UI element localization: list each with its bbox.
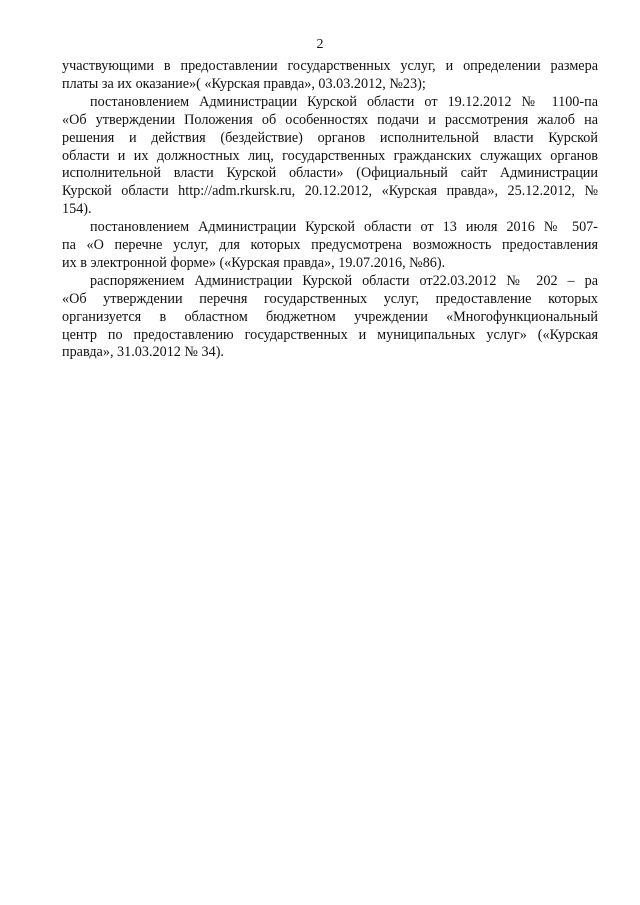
text-line: правда», 31.03.2012 № 34). — [62, 344, 224, 361]
text-line: центр по предоставлению государственных и муниципальных услуг» («Курская — [62, 326, 598, 343]
paragraph-resolution-507 — [62, 219, 598, 272]
text-line: распоряжением Администрации Курской области от22.03.2012 № 202 – ра — [90, 273, 598, 290]
text-line: «Об утверждении Положения об особенностях подачи и рассмотрения жалоб на — [62, 112, 598, 129]
text-line: исполнительной власти Курской области» (Официальный сайт Администрации — [62, 165, 598, 182]
text-line: решения и действия (бездействие) органов исполнительной власти Курской — [62, 129, 598, 146]
text-line: Курской области http://adm.rkursk.ru, 20.12.2012, «Курская правда», 25.12.2012, № — [62, 182, 598, 199]
paragraph-resolution-1100 — [62, 94, 598, 218]
text-line: организуется в областном бюджетном учреждении «Многофункциональный — [62, 308, 598, 325]
text-line: постановлением Администрации Курской области от 13 июля 2016 № 507- — [90, 219, 598, 236]
paragraph-continuation — [62, 58, 598, 93]
document-body — [62, 58, 598, 363]
text-line: их в электронной форме» («Курская правда», 19.07.2016, №86). — [62, 254, 446, 271]
text-line: участвующими в предоставлении государственных услуг, и определении размера — [62, 58, 598, 74]
text-line: «Об утверждении перечня государственных услуг, предоставление которых — [62, 291, 598, 308]
text-line: постановлением Администрации Курской области от 19.12.2012 № 1100-па — [90, 94, 598, 111]
paragraph-order-202 — [62, 273, 598, 362]
text-line: платы за их оказание»( «Курская правда», 03.03.2012, №23); — [62, 75, 426, 92]
text-line: области и их должностных лиц, государственных гражданских служащих органов — [62, 147, 598, 164]
text-line: па «О перечне услуг, для которых предусмотрена возможность предоставления — [62, 237, 598, 254]
page-number: 2 — [316, 37, 324, 52]
text-line: 154). — [62, 200, 92, 217]
